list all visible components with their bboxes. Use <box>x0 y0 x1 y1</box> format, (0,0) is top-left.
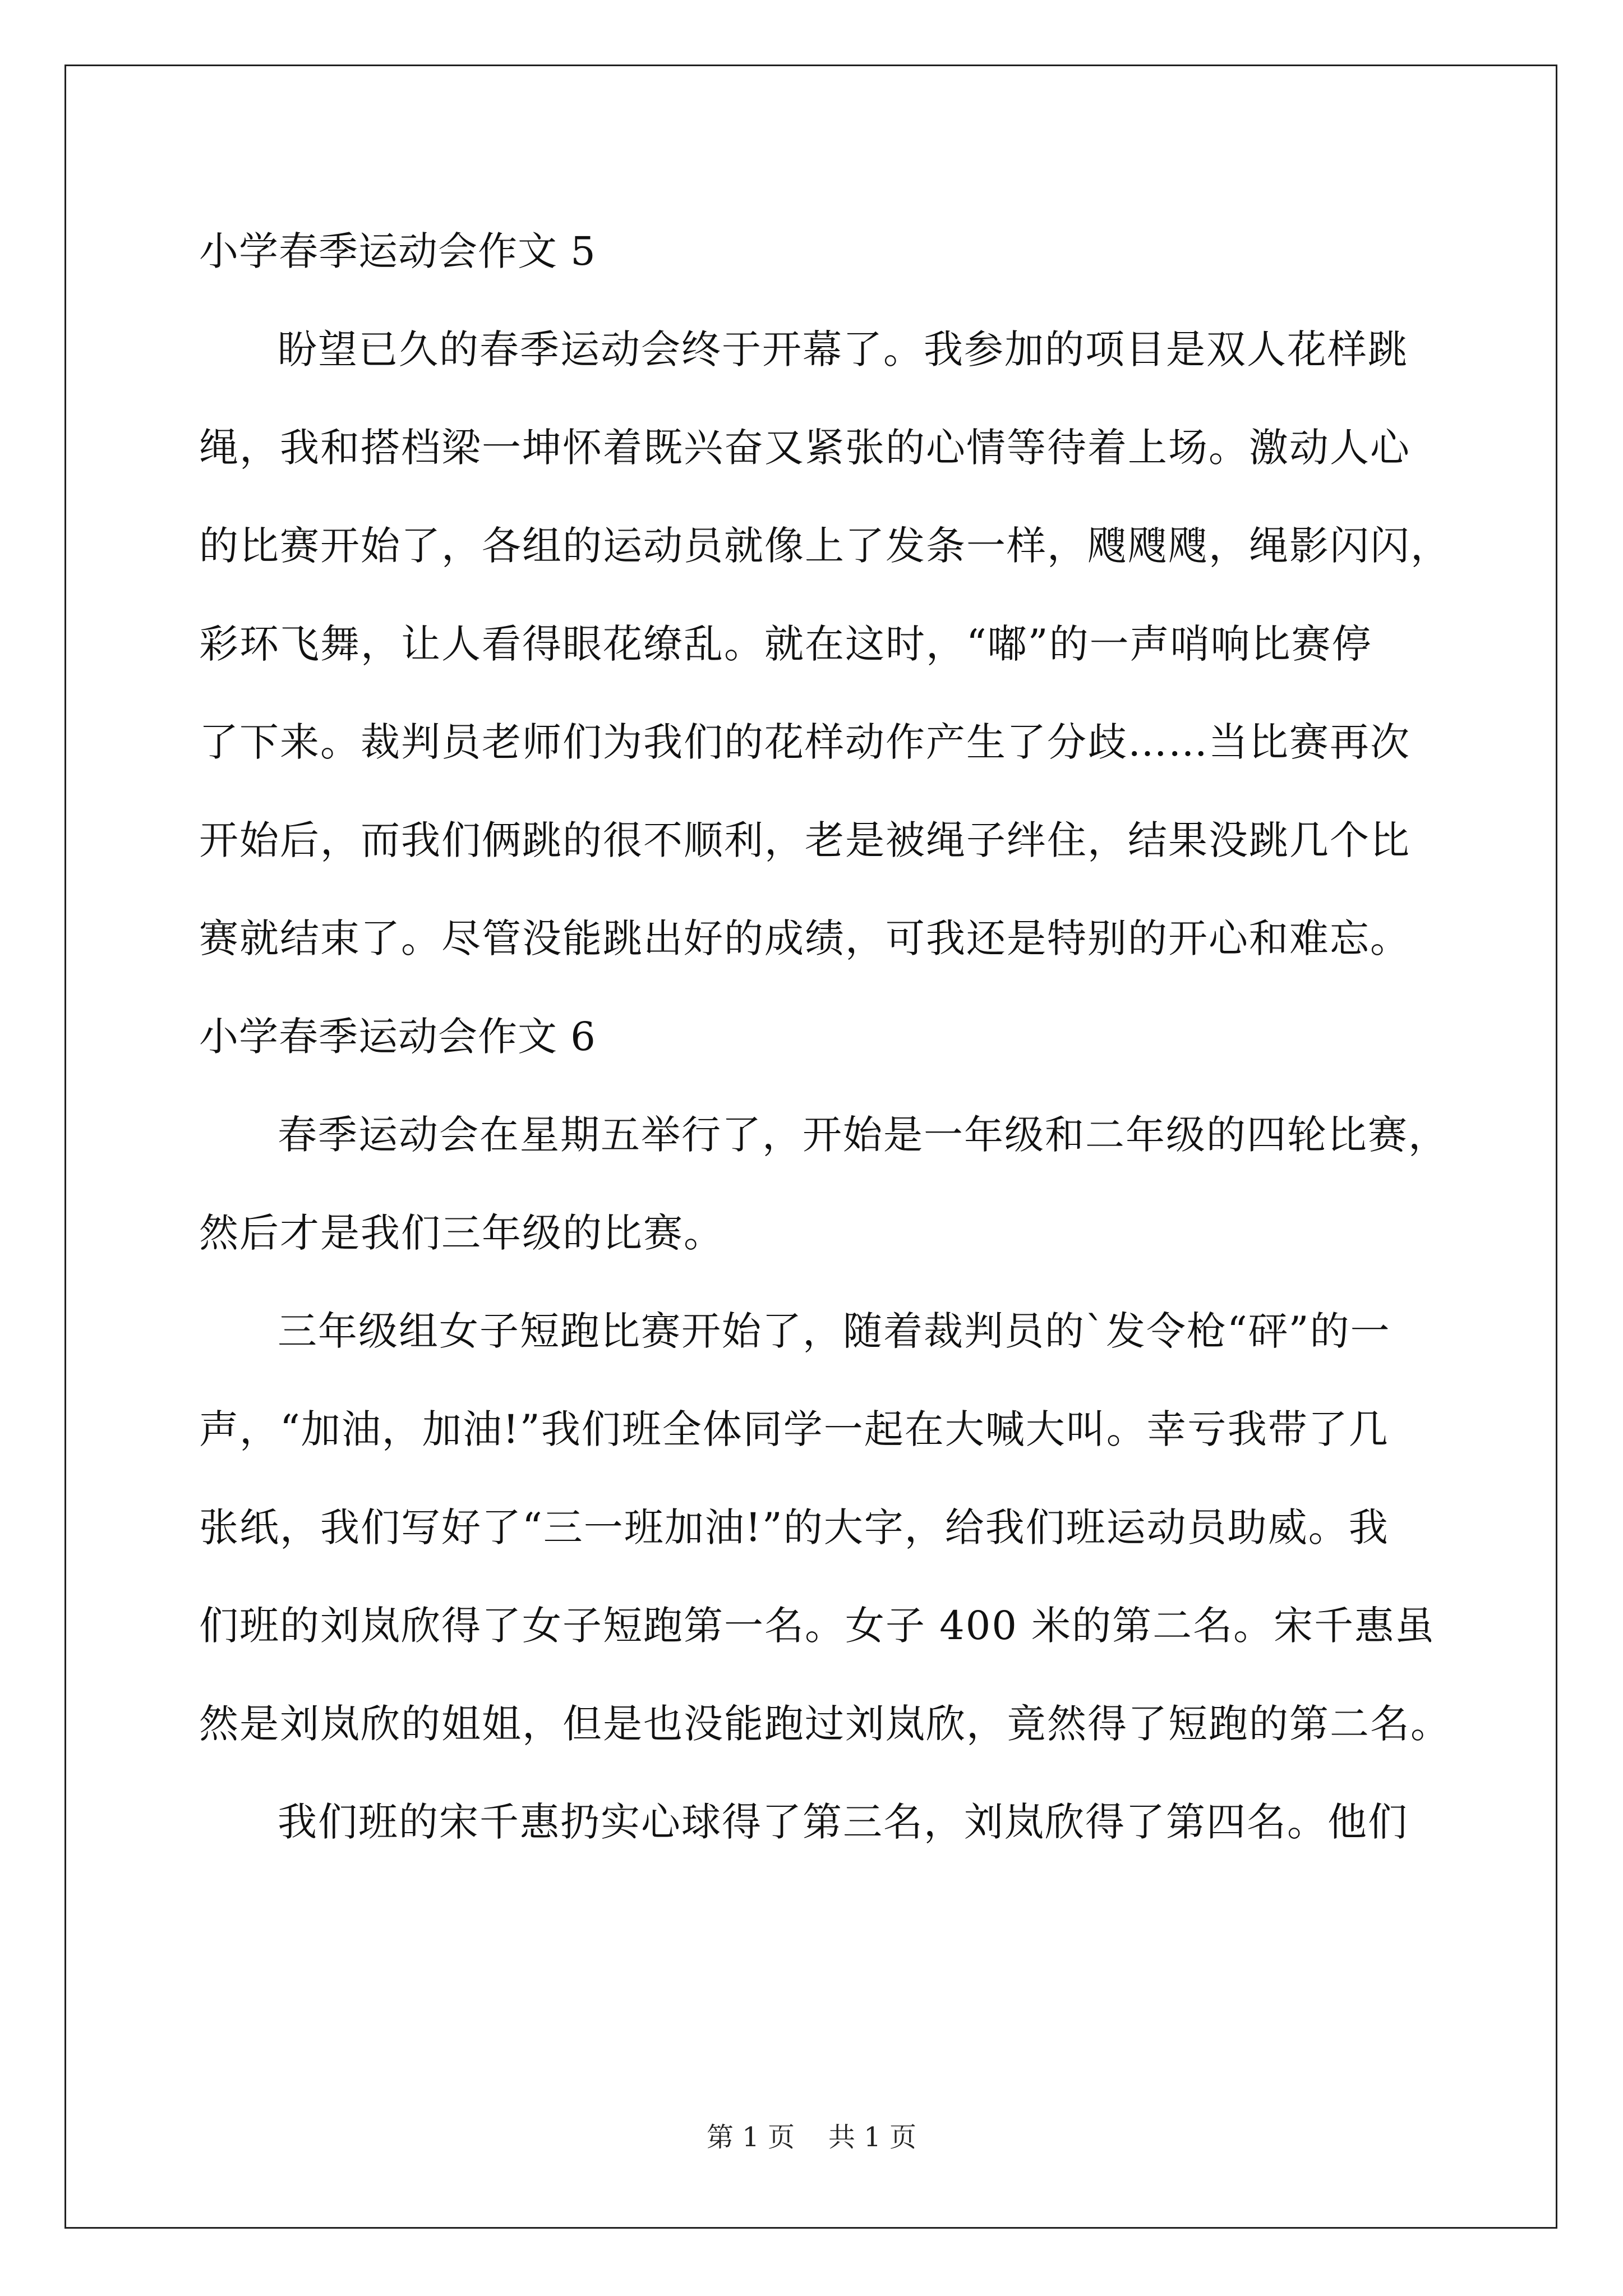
paragraph-line: 们班的刘岚欣得了女子短跑第一名。女子 400 米的第二名。宋千惠虽 <box>199 1603 1436 1649</box>
paragraph-line: 的比赛开始了，各组的运动员就像上了发条一样，飕飕飕，绳影闪闪， <box>199 523 1451 569</box>
paragraph-line: 三年级组女子短跑比赛开始了，随着裁判员的`发令枪“砰”的一 <box>278 1308 1391 1354</box>
essay-title-5: 小学春季运动会作文 5 <box>199 228 596 274</box>
essay-title-6: 小学春季运动会作文 6 <box>199 1014 596 1060</box>
paragraph-line: 了下来。裁判员老师们为我们的花样动作产生了分歧……当比赛再次 <box>199 719 1410 765</box>
paragraph-line: 开始后，而我们俩跳的很不顺利，老是被绳子绊住，结果没跳几个比 <box>199 817 1410 863</box>
page-number: 第 1 页 <box>706 2122 795 2153</box>
paragraph-line: 声，“加油，加油!”我们班全体同学一起在大喊大叫。幸亏我带了几 <box>199 1406 1389 1452</box>
paragraph-line: 彩环飞舞，让人看得眼花缭乱。就在这时，“嘟”的一声哨响比赛停 <box>199 621 1372 667</box>
paragraph-line: 张纸，我们写好了“三一班加油!”的大字，给我们班运动员助威。我 <box>199 1504 1389 1550</box>
paragraph-line: 然是刘岚欣的姐姐，但是也没能跑过刘岚欣，竟然得了短跑的第二名。 <box>199 1701 1451 1747</box>
paragraph-line: 然后才是我们三年级的比赛。 <box>199 1210 724 1256</box>
page-total: 共 1 页 <box>828 2122 917 2153</box>
paragraph-line: 绳，我和搭档梁一坤怀着既兴奋又紧张的心情等待着上场。激动人心 <box>199 425 1410 471</box>
paragraph-line: 赛就结束了。尽管没能跳出好的成绩，可我还是特别的开心和难忘。 <box>199 915 1410 961</box>
paragraph-line: 春季运动会在星期五举行了，开始是一年级和二年级的四轮比赛， <box>278 1112 1449 1158</box>
page-footer <box>0 2120 1623 2154</box>
paragraph-line: 我们班的宋千惠扔实心球得了第三名，刘岚欣得了第四名。他们 <box>278 1799 1408 1845</box>
paragraph-line: 盼望已久的春季运动会终于开幕了。我参加的项目是双人花样跳 <box>278 326 1408 372</box>
